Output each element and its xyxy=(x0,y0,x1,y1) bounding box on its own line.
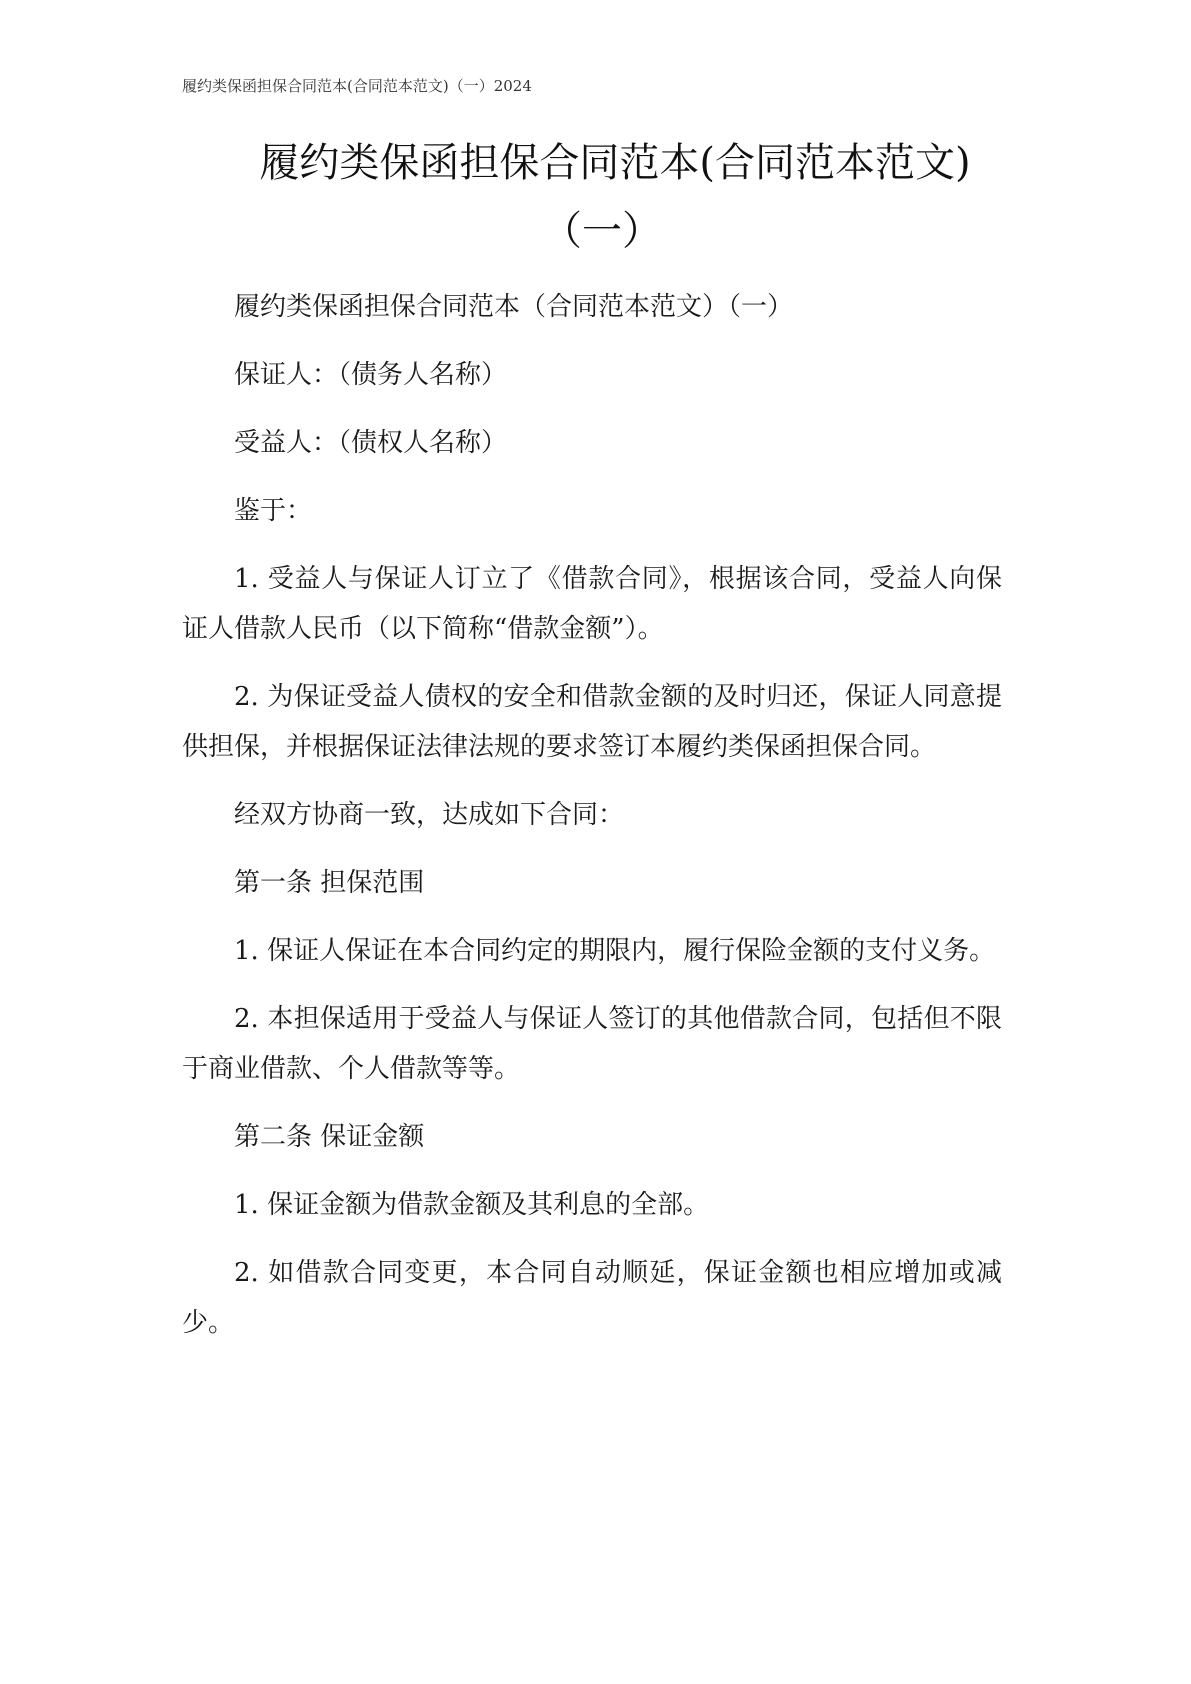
document-title: 履约类保函担保合同范本(合同范本范文) xyxy=(259,140,971,186)
whereas-item-2: 2. 为保证受益人债权的安全和借款金额的及时归还，保证人同意提供担保，并根据保证法律法规的要求签订本履约类保函担保合同。 xyxy=(182,682,1002,762)
document-body xyxy=(182,282,1002,1348)
document-title-suffix: （一） xyxy=(542,208,662,254)
guarantor-line: 保证人：（债务人名称） xyxy=(234,360,508,390)
intro-title-paragraph: 履约类保函担保合同范本（合同范本范文）（一） xyxy=(234,292,794,322)
running-header: 履约类保函担保合同范本(合同范本范文)（一）2024 xyxy=(182,77,532,95)
beneficiary-line: 受益人：（债权人名称） xyxy=(234,428,508,458)
article-2-heading: 第二条 保证金额 xyxy=(234,1122,425,1152)
article-1-item-2: 2. 本担保适用于受益人与保证人签订的其他借款合同，包括但不限于商业借款、个人借款等等。 xyxy=(182,1004,1002,1084)
article-1-item-1: 1. 保证人保证在本合同约定的期限内，履行保险金额的支付义务。 xyxy=(234,936,996,966)
article-2-item-2: 2. 如借款合同变更，本合同自动顺延，保证金额也相应增加或减少。 xyxy=(182,1258,1002,1338)
article-2-item-1: 1. 保证金额为借款金额及其利息的全部。 xyxy=(234,1190,710,1220)
whereas-item-1: 1. 受益人与保证人订立了《借款合同》，根据该合同，受益人向保证人借款人民币（以下简称“借款金额”）。 xyxy=(182,564,1002,644)
agreement-statement: 经双方协商一致，达成如下合同： xyxy=(234,800,625,830)
article-1-heading: 第一条 担保范围 xyxy=(234,868,425,898)
whereas-heading: 鉴于： xyxy=(234,496,313,526)
